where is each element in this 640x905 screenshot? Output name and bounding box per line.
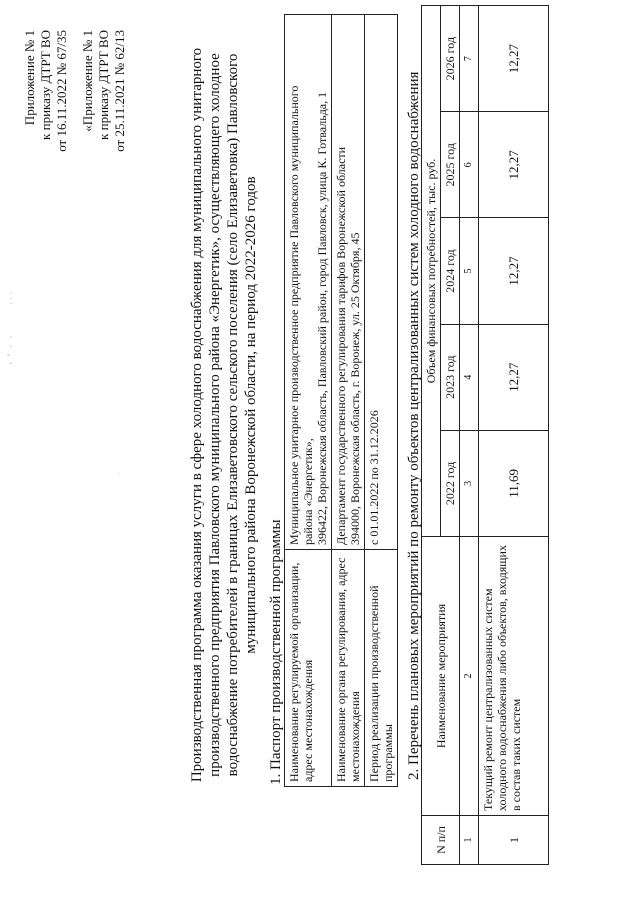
table-index-row bbox=[460, 6, 479, 865]
table-row bbox=[332, 15, 365, 787]
table-row bbox=[479, 6, 549, 865]
table-row bbox=[365, 15, 398, 787]
approval-line: «Приложение № 1 bbox=[80, 30, 95, 132]
approval-line: Приложение № 1 bbox=[22, 30, 37, 126]
index-cell: 3 bbox=[460, 430, 479, 536]
passport-label: Наименование органа регулирования, адрес местонахождения bbox=[332, 550, 365, 787]
row-name: Текущий ремонт централизованных систем холодного водоснабжения либо объектов, входящих в состав таких систем bbox=[479, 537, 549, 816]
passport-value-line: Департамент государственного регулирования тарифов Воронежской области bbox=[334, 146, 348, 545]
row-num: 1 bbox=[479, 816, 549, 865]
scan-marks: · · · bbox=[6, 291, 16, 305]
passport-value bbox=[365, 15, 398, 550]
approval-line: от 16.11.2022 № 67/35 bbox=[54, 30, 69, 152]
header-year: 2025 год bbox=[441, 112, 460, 218]
header-name: Наименование мероприятия bbox=[422, 537, 460, 816]
index-cell: 6 bbox=[460, 112, 479, 218]
index-cell: 4 bbox=[460, 324, 479, 430]
title-line: муниципального района Воронежской области, на период 2022-2026 годов bbox=[243, 176, 259, 654]
passport-value bbox=[285, 15, 332, 550]
passport-value-line: с 01.01.2022 по 31.12.2026 bbox=[367, 410, 381, 545]
passport-value-line: Муниципальное унитарное производственное предприятие Павловского муниципального bbox=[287, 85, 301, 545]
document-title bbox=[188, 35, 260, 795]
row-value: 12,27 bbox=[479, 218, 549, 324]
row-value: 12,27 bbox=[479, 6, 549, 112]
passport-value bbox=[332, 15, 365, 550]
section1-heading: 1. Паспорт производственной программы bbox=[268, 519, 284, 785]
index-cell: 5 bbox=[460, 218, 479, 324]
approval-line: к приказу ДТРТ ВО bbox=[38, 30, 53, 140]
approval-line: от 25.11.2021 № 62/13 bbox=[112, 30, 127, 152]
index-cell: 7 bbox=[460, 6, 479, 112]
section2-heading: 2. Перечень плановых мероприятий по ремонту объектов централизованных систем холодного водоснабжения bbox=[406, 71, 422, 780]
row-value: 12,27 bbox=[479, 112, 549, 218]
passport-table bbox=[284, 14, 398, 787]
header-year: 2026 год bbox=[441, 6, 460, 112]
title-line: производственного предприятия Павловского муниципального района «Энергетик», осуществляющего холодное bbox=[207, 53, 223, 777]
row-value: 11,69 bbox=[479, 430, 549, 536]
measures-table bbox=[421, 5, 549, 865]
scan-speck: · bbox=[115, 472, 124, 475]
title-line: Производственная программа оказания услуги в сфере холодного водоснабжения для муниципального унитарного bbox=[189, 47, 205, 783]
header-finance: Объем финансовых потребностей, тыс. руб. bbox=[422, 6, 441, 537]
header-year: 2024 год bbox=[441, 218, 460, 324]
passport-label: Наименование регулируемой организации, адрес местонахождения bbox=[285, 550, 332, 787]
index-cell: 1 bbox=[460, 816, 479, 865]
approval-line: к приказу ДТРТ ВО bbox=[96, 30, 111, 140]
header-num: N п/п bbox=[422, 816, 460, 865]
table-row bbox=[285, 15, 332, 787]
approval-block bbox=[22, 30, 128, 152]
header-year: 2023 год bbox=[441, 324, 460, 430]
passport-label: Период реализации производственной программы bbox=[365, 550, 398, 787]
row-value: 12,27 bbox=[479, 324, 549, 430]
title-line: водоснабжение потребителей в границах Елизаветовского сельского поселения (село Елизаветовка) Павловского bbox=[225, 53, 241, 777]
index-cell: 2 bbox=[460, 537, 479, 816]
scan-marks: · ' · · bbox=[6, 333, 16, 365]
passport-value-line: 396422, Воронежская область, Павловский район, город Павловск, улица К. Готвальда, 1 bbox=[315, 91, 329, 545]
passport-value-line: района «Энергетик», bbox=[301, 438, 315, 545]
header-year: 2022 год bbox=[441, 430, 460, 536]
passport-value-line: 394000, Воронежская область, г. Воронеж, ул. 25 Октября, 45 bbox=[348, 232, 362, 545]
table-header-row bbox=[422, 6, 441, 865]
